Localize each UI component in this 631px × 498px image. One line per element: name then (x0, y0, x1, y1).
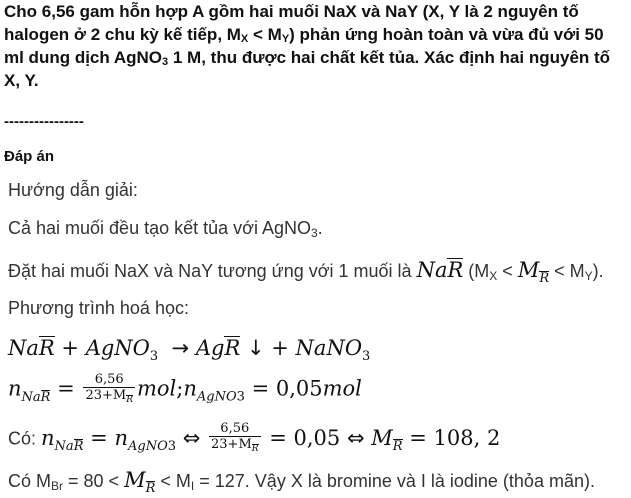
question-less-than: < M (248, 25, 282, 44)
co-frac-num: 6,56 (209, 421, 261, 437)
eq-r-bar-2: R (224, 336, 241, 360)
arrow-icon: → (171, 336, 190, 360)
co-n-sub-na: Na (54, 438, 74, 454)
co-label: Có: (8, 428, 42, 449)
r-bar: R (447, 258, 464, 282)
eq-ag: Ag (195, 336, 225, 360)
final-m-sub-r: R (145, 481, 156, 496)
fraction-1 (83, 372, 135, 408)
mol2: mol (322, 376, 362, 401)
line2-paren: (M (463, 261, 490, 281)
final-line (8, 468, 595, 496)
co-equation: Có: $n_{NaR} = n_{AgNO3}$ ⇔ $\frac{6,56}{23+M_R}$ = 0,05 ⇔ $M_R = 108$, 2 (8, 421, 501, 454)
frac-den-r: R (126, 395, 133, 405)
line2-sub-y: Y (584, 269, 593, 283)
solution-line-1 (8, 218, 323, 239)
line1-sub: 3 (310, 226, 318, 240)
nar-symbol (417, 258, 464, 282)
subscript-3: 3 (162, 56, 169, 68)
final-pre: Có M (8, 471, 52, 491)
eq-nano: NaNO (295, 336, 363, 360)
final-sub-br: Br (51, 479, 64, 493)
down-arrow-icon: ↓ (246, 336, 265, 360)
co-n2-sub: AgNO (128, 438, 168, 454)
m: M (517, 258, 540, 282)
m-r-bar (517, 258, 550, 286)
final-end: = 127. Vậy X là bromine và I là iodine (thỏa mãn). (194, 471, 595, 491)
co-m: M (371, 425, 393, 450)
question-part-3: 1 M, thu được hai chất kết tủa. Xác định hai nguyên tố X, Y. (4, 48, 611, 90)
chemical-equation (8, 336, 370, 364)
na: Na (416, 258, 448, 282)
value-005: = 0,05 (251, 376, 323, 401)
n-sub-agno: AgNO (196, 389, 237, 405)
final-mid1: = 80 < (63, 471, 125, 491)
co-value: = 0,05 (269, 425, 341, 450)
line2-lt2: < M (549, 261, 585, 281)
line2-lt1: < (497, 261, 518, 281)
eq-plus-1: + (61, 336, 80, 360)
line2-end: ). (592, 261, 604, 281)
eq-sub-3b: 3 (362, 349, 371, 364)
solution-line-2 (8, 258, 604, 286)
co-n2-sub3: 3 (167, 438, 177, 454)
co-n-sub-r: R (73, 438, 84, 454)
line2-sub-x: X (489, 269, 498, 283)
n-sub-3: 3 (236, 389, 245, 405)
question-text (4, 0, 628, 92)
eq-agno: AgNO (85, 336, 150, 360)
co-n2: n (114, 425, 128, 450)
moles-equation: $n_{NaR}$ = $\frac{6,56}{23+M_R}$ $mol;n_{AgNO3} = 0,05mol$ (8, 372, 362, 408)
r-bar-sub: R (539, 271, 550, 286)
final-m: M (124, 468, 146, 492)
final-sub-i: I (190, 479, 195, 493)
question-part-2: ) phản ứng hoàn toàn và vừa đủ với 50 ml dung dịch AgNO (4, 25, 604, 67)
co-frac-den-r: R (251, 444, 259, 454)
solution-guide: Hướng dẫn giải: (8, 180, 138, 200)
solution-line-3: Phương trình hoá học: (8, 298, 189, 318)
co-n: n (41, 425, 55, 450)
co-frac-den: 23+M (211, 437, 252, 452)
eq-r-bar: R (38, 336, 55, 360)
answer-label: Đáp án (4, 148, 55, 165)
frac-num: 6,56 (83, 372, 135, 388)
eq-plus-2: + (271, 336, 289, 360)
line1-end: . (317, 218, 323, 238)
subscript-y: Y (281, 33, 290, 45)
n2: n (183, 376, 197, 401)
eq-sub-3: 3 (149, 349, 159, 364)
eq-na: Na (8, 336, 39, 360)
n: n (8, 376, 22, 401)
co-m-sub-r: R (392, 438, 403, 454)
final-mid2: < M (155, 471, 191, 491)
line2-text: Đặt hai muối NaX và NaY tương ứng với 1 muối là (8, 261, 417, 281)
mol: mol (136, 376, 177, 401)
line1-text: Cả hai muối đều tạo kết tủa với AgNO (8, 218, 311, 238)
co-m-value: = 108, 2 (409, 425, 501, 450)
separator: ---------------- (4, 113, 84, 130)
equiv-icon-2: ⇔ (346, 425, 365, 450)
n-sub-r: R (40, 389, 51, 405)
question-part-1: Cho 6,56 gam hỗn hợp A gồm hai muối NaX và NaY (X, Y là 2 nguyên tố halogen ở 2 chu kỳ kế tiếp, M (4, 2, 579, 44)
semicolon: ; (176, 376, 184, 401)
equiv-icon: ⇔ (182, 425, 201, 450)
subscript-x: X (240, 33, 249, 45)
n-sub-na: Na (21, 389, 41, 405)
frac-den: 23+M (85, 388, 127, 403)
